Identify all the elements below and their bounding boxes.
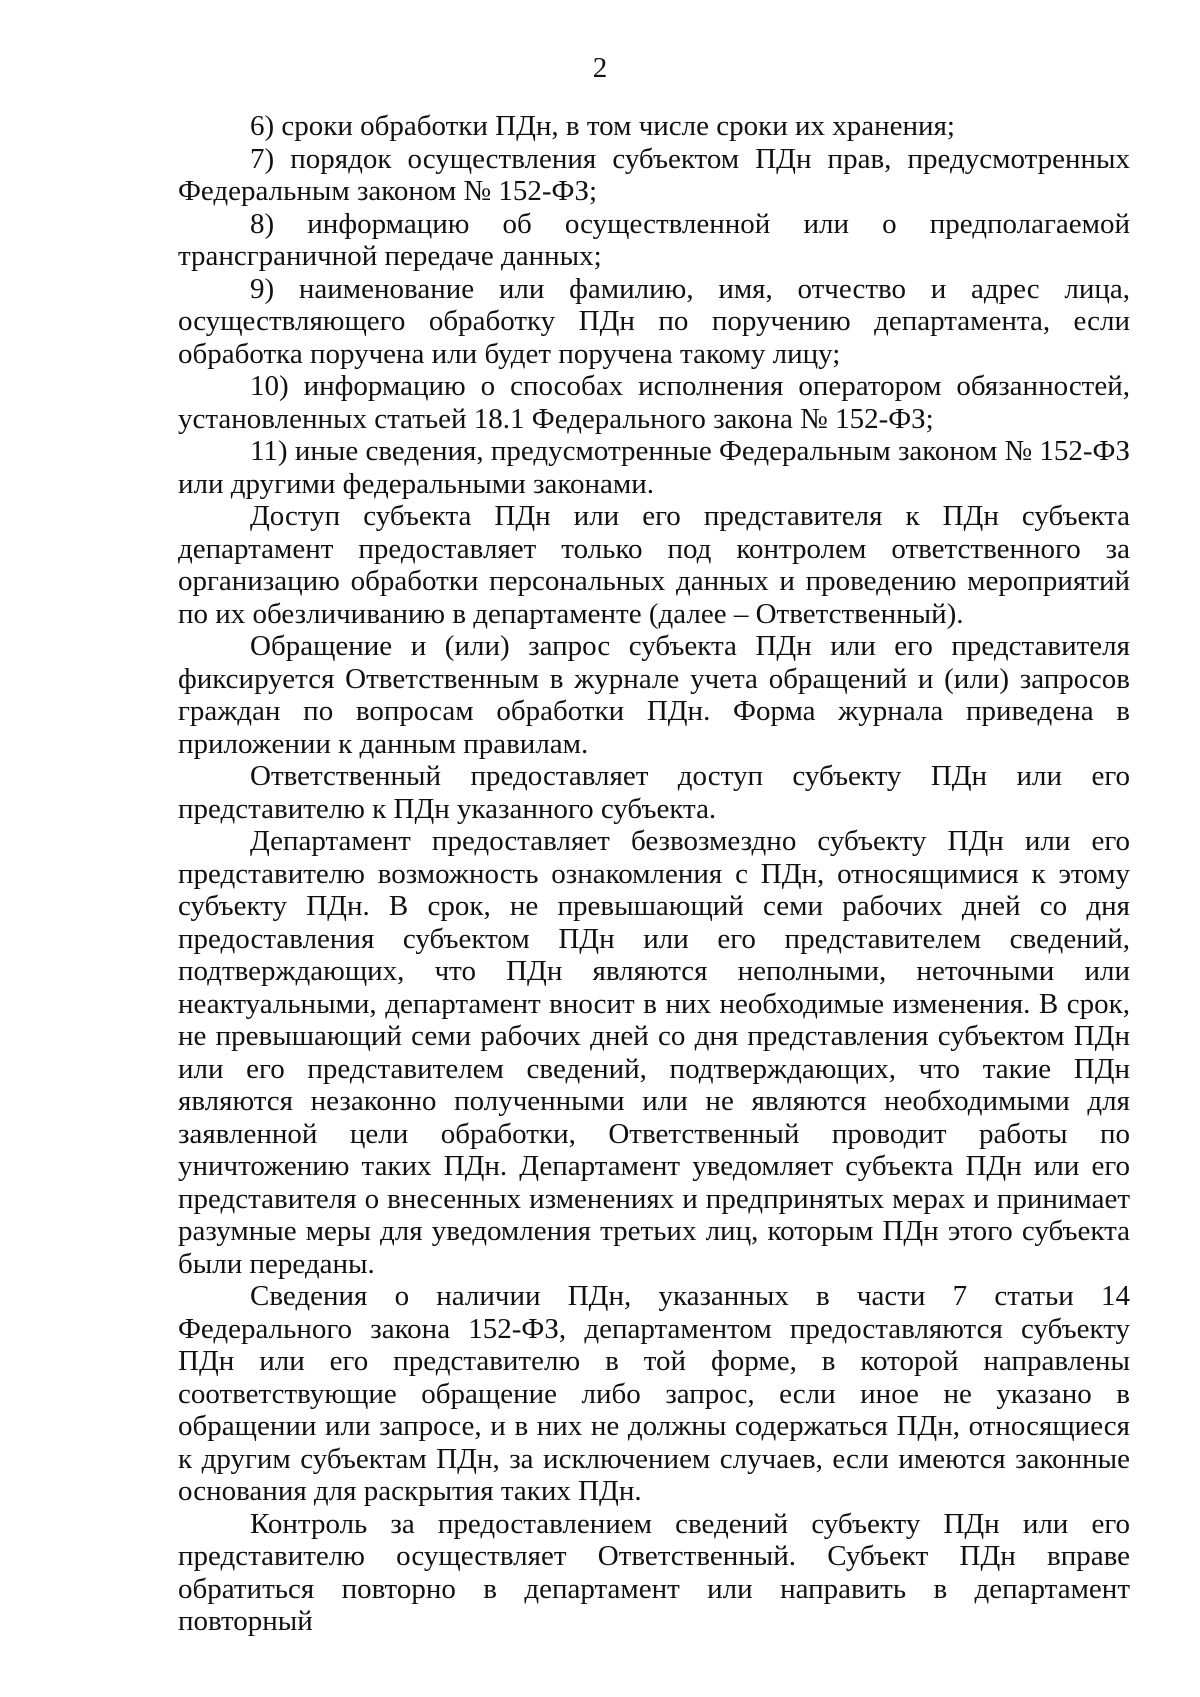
list-item-7: 7) порядок осуществления субъектом ПДн прав, предусмотренных Федеральным законом № 152-ФЗ; <box>178 142 1130 207</box>
page-number: 2 <box>592 52 608 84</box>
list-item-11: 11) иные сведения, предусмотренные Федеральным законом № 152-ФЗ или другими федеральными законами. <box>178 435 1130 500</box>
paragraph-control: Контроль за предоставлением сведений субъекту ПДн или его представителю осуществляет Ответственный. Субъект ПДн вправе обратиться повторно в департамент или направить в департамент повторный <box>178 1507 1130 1637</box>
document-body <box>178 110 1130 1638</box>
paragraph-access-control: Доступ субъекта ПДн или его представителя к ПДн субъекта департамент предоставляет только под контролем ответственного за организацию обработки персональных данных и проведению мероприятий по их обезличиванию в департаменте (далее – Ответственный). <box>178 500 1130 630</box>
paragraph-information-provision: Сведения о наличии ПДн, указанных в части 7 статьи 14 Федерального закона 152-ФЗ, департаментом предоставляются субъекту ПДн или его представителю в той форме, в которой направлены соответствующие обращение либо запрос, если иное не указано в обращении или запросе, и в них не должны содержаться ПДн, относящиеся к другим субъектам ПДн, за исключением случаев, если имеются законные основания для раскрытия таких ПДн. <box>178 1280 1130 1507</box>
list-item-6: 6) сроки обработки ПДн, в том числе сроки их хранения; <box>250 110 955 142</box>
list-item-9: 9) наименование или фамилию, имя, отчество и адрес лица, осуществляющего обработку ПДн по поручению департамента, если обработка поручена или будет поручена такому лицу; <box>178 272 1130 370</box>
list-item-10: 10) информацию о способах исполнения оператором обязанностей, установленных статьей 18.1 Федерального закона № 152-ФЗ; <box>178 370 1130 435</box>
paragraph-access-provision: Ответственный предоставляет доступ субъекту ПДн или его представителю к ПДн указанного субъекта. <box>178 760 1130 825</box>
paragraph-free-review: Департамент предоставляет безвозмездно субъекту ПДн или его представителю возможность ознакомления с ПДн, относящимися к этому субъекту ПДн. В срок, не превышающий семи рабочих дней со дня предоставления субъектом ПДн или его представителем сведений, подтверждающих, что ПДн являются неполными, неточными или неактуальными, департамент вносит в них необходимые изменения. В срок, не превышающий семи рабочих дней со дня представления субъектом ПДн или его представителем сведений, подтверждающих, что такие ПДн являются незаконно полученными или не являются необходимыми для заявленной цели обработки, Ответственный проводит работы по уничтожению таких ПДн. Департамент уведомляет субъекта ПДн или его представителя о внесенных изменениях и предпринятых мерах и принимает разумные меры для уведомления третьих лиц, которым ПДн этого субъекта были переданы. <box>178 825 1130 1280</box>
list-item-8: 8) информацию об осуществленной или о предполагаемой трансграничной передаче данных; <box>178 207 1130 272</box>
paragraph-request-registration: Обращение и (или) запрос субъекта ПДн или его представителя фиксируется Ответственным в журнале учета обращений и (или) запросов граждан по вопросам обработки ПДн. Форма журнала приведена в приложении к данным правилам. <box>178 630 1130 760</box>
